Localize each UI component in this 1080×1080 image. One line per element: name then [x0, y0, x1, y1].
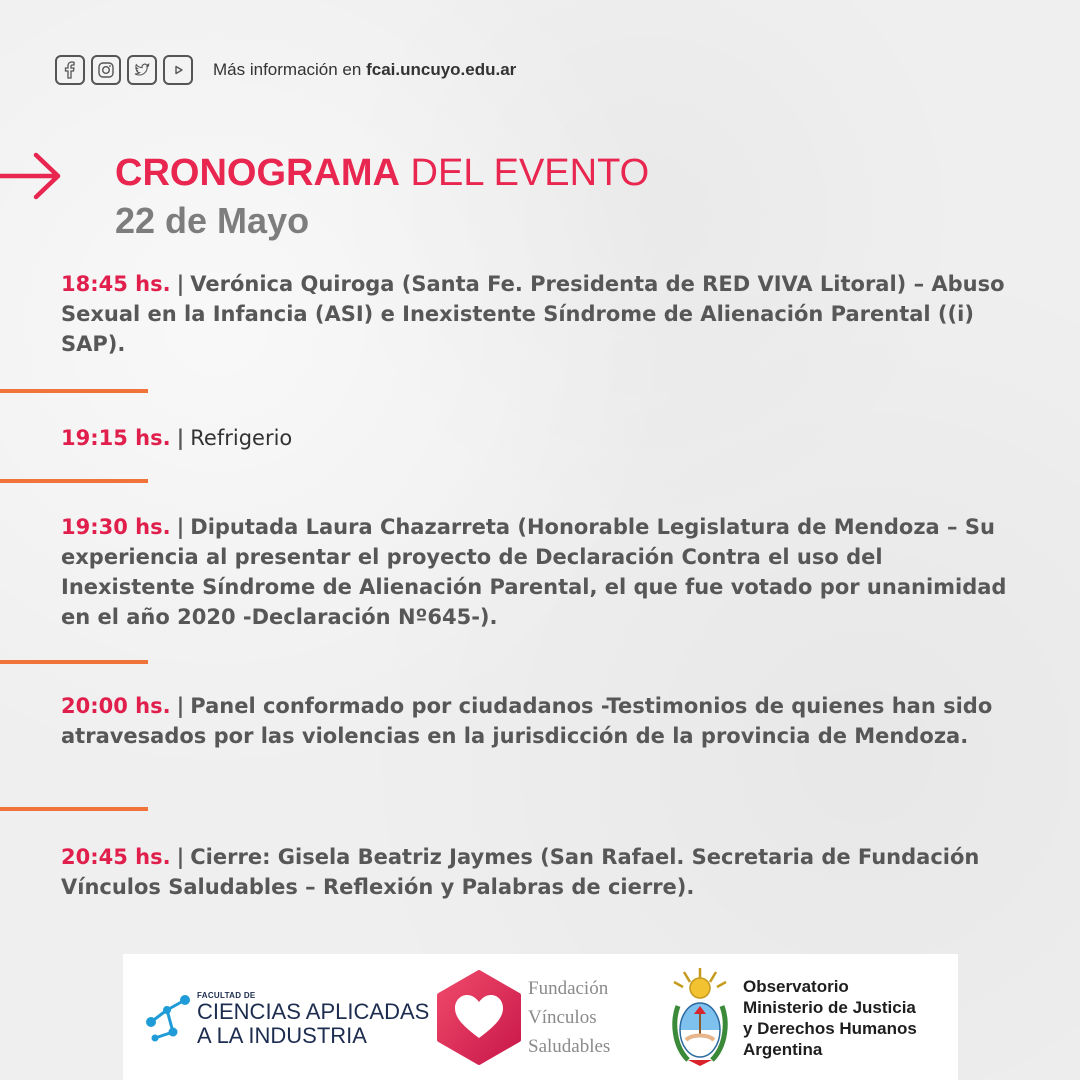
youtube-icon[interactable]: [163, 55, 193, 85]
schedule-time: 19:15 hs.: [61, 426, 171, 450]
argentina-coat-of-arms-icon: [666, 966, 734, 1070]
schedule-item: [61, 269, 1021, 359]
observatorio-text: [743, 976, 917, 1060]
fcai-logo: [141, 978, 431, 1058]
schedule-time: 18:45 hs.: [61, 272, 171, 296]
instagram-icon[interactable]: [91, 55, 121, 85]
obs-line2: Ministerio de Justicia: [743, 998, 916, 1017]
schedule-description: Refrigerio: [190, 426, 293, 450]
more-info-text: [213, 60, 516, 80]
schedule-description: Verónica Quiroga (Santa Fe. Presidenta de RED VIVA Litoral) – Abuso Sexual en la Infancia (ASI) e Inexistente Síndrome de Alienación Parental ((i) SAP).: [61, 272, 1005, 356]
title-rest: DEL EVENTO: [399, 152, 650, 194]
divider: [0, 479, 148, 483]
event-date: 22 de Mayo: [115, 200, 310, 241]
more-info-prefix: Más información en: [213, 60, 367, 79]
schedule-separator: |: [176, 272, 185, 296]
schedule-item: [61, 512, 1021, 632]
obs-line1: Observatorio: [743, 977, 849, 996]
page-title: [115, 150, 649, 196]
schedule-time: 20:45 hs.: [61, 845, 171, 869]
schedule-time: 20:00 hs.: [61, 694, 171, 718]
schedule-item: [61, 691, 1021, 751]
schedule-description: Cierre: Gisela Beatriz Jaymes (San Rafael. Secretaria de Fundación Vínculos Saludables – Reflexión y Palabras de cierre).: [61, 845, 980, 899]
obs-line4: Argentina: [743, 1040, 823, 1059]
divider: [0, 807, 148, 811]
fcai-line1: CIENCIAS APLICADAS: [197, 999, 430, 1024]
observatorio-logo: [666, 966, 956, 1070]
schedule-item: [61, 423, 1021, 453]
schedule-time: 19:30 hs.: [61, 515, 171, 539]
title-bold: CRONOGRAMA: [115, 152, 400, 194]
fvs-text: [528, 974, 610, 1061]
fvs-line2: Vínculos: [528, 1007, 597, 1028]
twitter-icon[interactable]: [127, 55, 157, 85]
schedule-separator: |: [176, 515, 185, 539]
fcai-line2: A LA INDUSTRIA: [197, 1023, 367, 1048]
fvs-line1: Fundación: [528, 978, 609, 999]
social-links: [55, 53, 516, 87]
facebook-icon[interactable]: [55, 55, 85, 85]
obs-line3: y Derechos Humanos: [743, 1019, 917, 1038]
heart-hexagon-icon: [435, 970, 523, 1065]
schedule-separator: |: [176, 694, 185, 718]
schedule-item: [61, 842, 1021, 902]
logo-band: [123, 954, 958, 1080]
schedule-separator: |: [176, 426, 185, 450]
molecule-icon: [141, 990, 195, 1046]
arrow-right-icon: [0, 150, 64, 202]
divider: [0, 660, 148, 664]
divider: [0, 389, 148, 393]
fvs-line3: Saludables: [528, 1036, 611, 1057]
fvs-logo: [435, 970, 635, 1065]
schedule-description: Panel conformado por ciudadanos -Testimonios de quienes han sido atravesados por las violencias en la jurisdicción de la provincia de Mendoza.: [61, 694, 993, 748]
fcai-small-label: FACULTAD DE: [197, 991, 256, 1000]
schedule-separator: |: [176, 845, 185, 869]
schedule-description: Diputada Laura Chazarreta (Honorable Legislatura de Mendoza – Su experiencia al presentar el proyecto de Declaración Contra el uso del Inexistente Síndrome de Alienación Parental, el que fue votado por unanimidad en el año 2020 -Declaración Nº645-).: [61, 515, 1007, 629]
more-info-link[interactable]: fcai.uncuyo.edu.ar: [366, 60, 517, 79]
